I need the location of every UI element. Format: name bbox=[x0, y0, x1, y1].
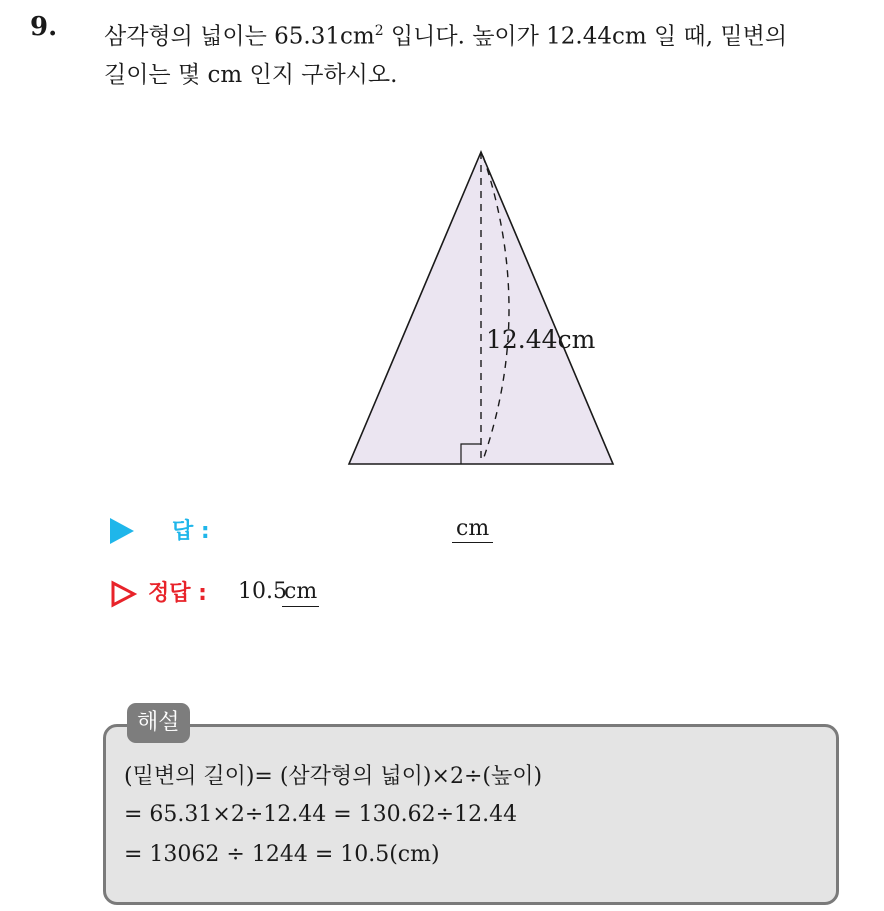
correct-arrow-icon bbox=[110, 580, 138, 608]
explanation-tag: 해설 bbox=[127, 703, 190, 743]
answer-unit: cm bbox=[452, 516, 493, 543]
triangle-diagram bbox=[330, 140, 630, 480]
correct-label: 정답 : bbox=[148, 581, 207, 606]
answer-label: 답 : bbox=[172, 519, 210, 544]
correct-value: 10.5 bbox=[238, 579, 287, 604]
problem-text-line1 bbox=[104, 12, 874, 56]
problem-text-line1-a: 삼각형의 넓이는 65.31cm bbox=[104, 23, 375, 50]
correct-unit: cm bbox=[282, 578, 319, 607]
explanation-line-2: = 65.31×2÷12.44 = 130.62÷12.44 bbox=[124, 802, 518, 827]
answer-arrow-icon bbox=[110, 518, 134, 544]
problem-text bbox=[104, 12, 874, 94]
problem-number: 9. bbox=[30, 12, 58, 42]
triangle-figure bbox=[330, 140, 630, 484]
explanation-line-1: (밑변의 길이)= (삼각형의 넓이)×2÷(높이) bbox=[124, 764, 543, 789]
problem-text-line1-b: 입니다. 높이가 12.44cm 일 때, 밑변의 bbox=[383, 23, 788, 50]
height-label: 12.44cm bbox=[486, 325, 596, 354]
correct-answer-row bbox=[110, 576, 610, 612]
answer-row bbox=[110, 512, 610, 548]
superscript-two: 2 bbox=[374, 23, 384, 39]
explanation-line-3: = 13062 ÷ 1244 = 10.5(cm) bbox=[124, 842, 440, 867]
problem-text-line2: 길이는 몇 cm 인지 구하시오. bbox=[104, 61, 398, 88]
